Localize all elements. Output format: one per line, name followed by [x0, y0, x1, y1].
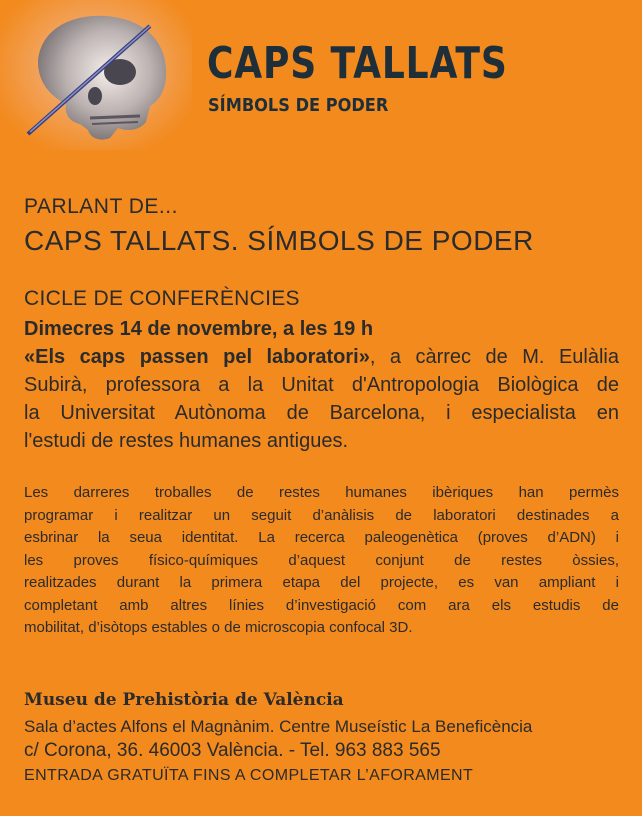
- lecture-line-1: [24, 343, 619, 371]
- admission-text: ENTRADA GRATUÏTA FINS A COMPLETAR L’AFORAMENT: [24, 767, 474, 784]
- lecture-speaker: , a càrrec de M. Eulàlia: [369, 346, 620, 368]
- description-line: Les darreres troballes de restes humanes ibèriques han permès: [24, 484, 619, 501]
- description-line: completant amb altres línies d’investigació com ara els estudis de: [24, 596, 619, 614]
- address-text: c/ Corona, 36. 46003 València. - Tel. 963 883 565: [24, 740, 441, 761]
- lecture-details: [24, 315, 619, 455]
- lecture-quote: «Els caps passen pel laboratori»: [24, 346, 370, 368]
- lecture-date: Dimecres 14 de novembre, a les 19 h: [24, 318, 374, 340]
- intro-text: PARLANT DE...: [24, 195, 178, 218]
- logo-subtitle: SÍMBOLS DE PODER: [208, 95, 389, 116]
- logo-title: CAPS TALLATS: [207, 38, 508, 89]
- lecture-line-4: l'estudi de restes humanes antigues.: [24, 430, 349, 452]
- description-line: realitzades durant la primera etapa del projecte, es van ampliant i: [24, 574, 619, 591]
- description-line: mobilitat, d’isòtops estables o de microscopia confocal 3D.: [24, 619, 413, 636]
- lecture-line-2: Subirà, professora a la Unitat d'Antropologia Biològica de: [24, 374, 619, 396]
- description-paragraph: [24, 482, 619, 640]
- venue-text: Sala d’actes Alfons el Magnànim. Centre Museístic La Beneficència: [24, 717, 533, 736]
- section-title: CICLE DE CONFERÈNCIES: [24, 287, 300, 310]
- description-line: programar i realitzar un seguit d’anàlisis de laboratori destinades a: [24, 506, 619, 524]
- description-line: les proves físico-químiques d’aquest conjunt de restes òssies,: [24, 551, 619, 569]
- lecture-line-3: la Universitat Autònoma de Barcelona, i especialista en: [24, 402, 619, 424]
- museum-name: Museu de Prehistòria de València: [24, 690, 344, 710]
- skull-icon: [0, 0, 192, 150]
- description-line: esbrinar la seua identitat. La recerca paleogenètica (proves d’ADN) i: [24, 529, 619, 546]
- skull-xray-image: [0, 0, 192, 150]
- event-title: CAPS TALLATS. SÍMBOLS DE PODER: [24, 225, 534, 256]
